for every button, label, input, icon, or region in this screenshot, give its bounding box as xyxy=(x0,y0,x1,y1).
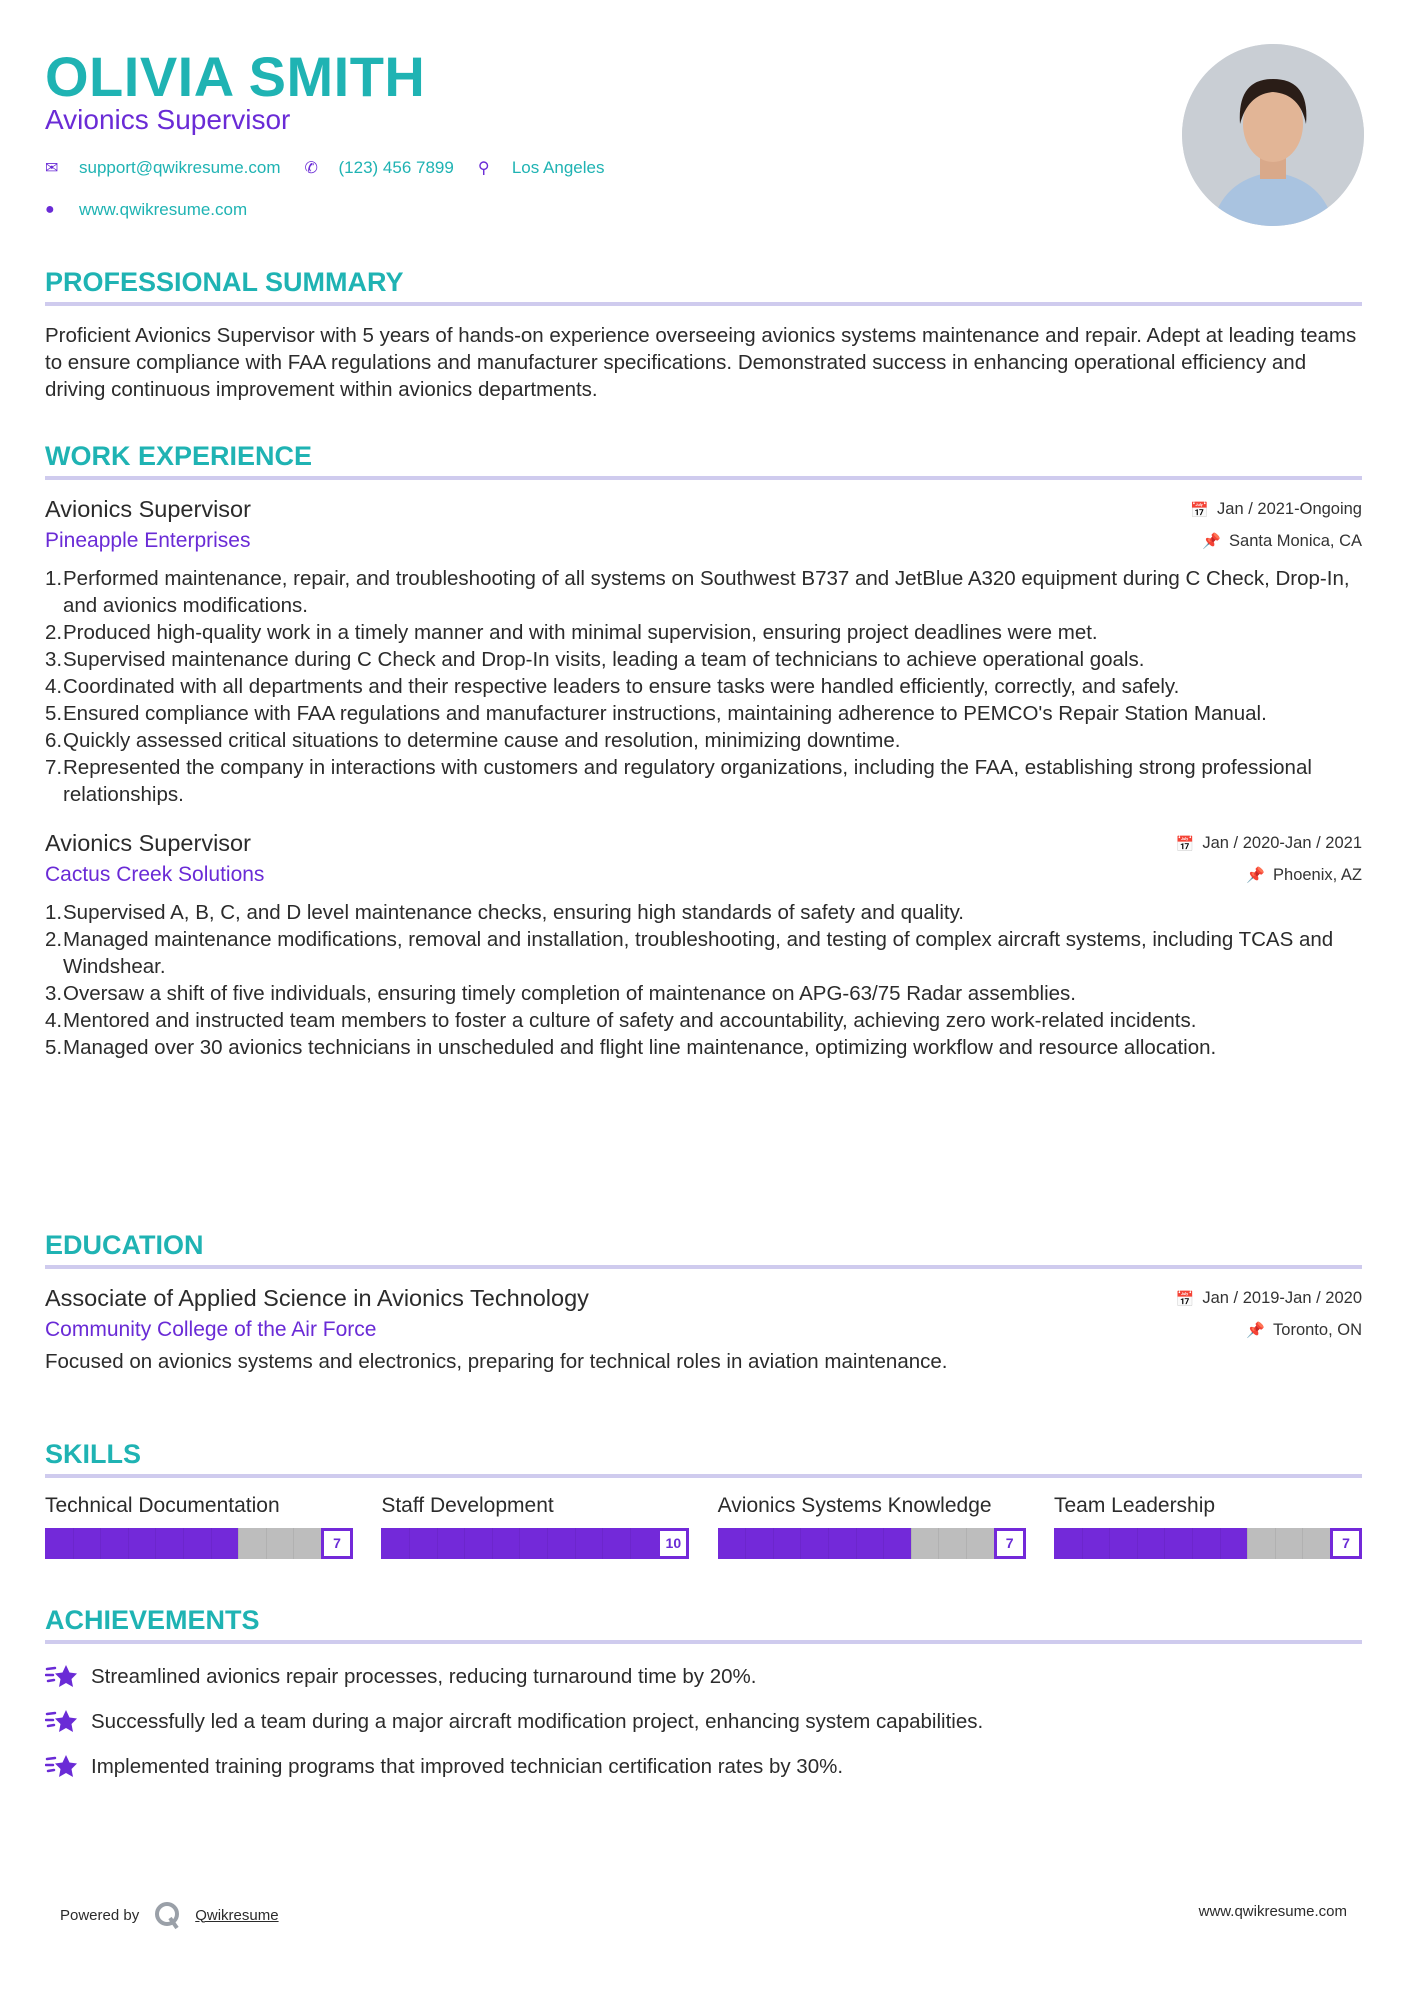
job-location: Phoenix, AZ xyxy=(1273,865,1362,884)
footer-website[interactable]: www.qwikresume.com xyxy=(1198,1903,1347,1920)
location-text: Los Angeles xyxy=(511,158,605,177)
list-item: 3. Supervised maintenance during C Check and Drop-In visits, leading a team of technicians to achieve operational goals. xyxy=(45,648,1145,671)
skill-item xyxy=(1054,1494,1362,1559)
list-item: 1. Performed maintenance, repair, and troubleshooting of all systems on Southwest B737 and JetBlue A320 equipment during C Check, Drop-In, and avionics modifications. xyxy=(45,567,1350,617)
skill-level-badge: 7 xyxy=(321,1528,353,1559)
achievement-item: Successfully led a team during a major aircraft modification project, enhancing system capabilities. xyxy=(45,1699,1362,1744)
list-item: 2. Managed maintenance modifications, removal and installation, troubleshooting, and testing of complex aircraft systems, including TCAS and Windshear. xyxy=(45,928,1334,978)
brand-link[interactable]: Qwikresume xyxy=(195,1906,279,1924)
calendar-icon: 📅 xyxy=(1175,1290,1195,1308)
company: Pineapple Enterprises xyxy=(45,529,251,552)
skill-level-badge: 10 xyxy=(657,1528,689,1559)
skill-item xyxy=(45,1494,353,1559)
pushpin-icon: 📌 xyxy=(1246,867,1266,884)
phone-text: (123) 456 7899 xyxy=(338,158,454,177)
school: Community College of the Air Force xyxy=(45,1318,377,1341)
skill-name: Staff Development xyxy=(381,1494,554,1517)
summary-section xyxy=(45,262,1362,403)
website-row xyxy=(45,200,271,220)
skill-level-badge: 7 xyxy=(1330,1528,1362,1559)
envelope-icon: ✉ xyxy=(45,160,59,177)
skill-name: Team Leadership xyxy=(1053,1494,1216,1517)
achievement-item: Streamlined avionics repair processes, reducing turnaround time by 20%. xyxy=(45,1654,1362,1699)
list-item: 5. Ensured compliance with FAA regulations and manufacturer instructions, maintaining adherence to PEMCO's Repair Station Manual. xyxy=(45,702,1267,725)
experience-section xyxy=(45,436,1362,1061)
globe-icon: ● xyxy=(45,201,55,218)
footer-powered xyxy=(60,1900,279,1930)
profile-photo xyxy=(1182,44,1364,226)
job-entry xyxy=(45,830,1362,1061)
list-item: 7. Represented the company in interactions with customers and regulatory organizations, including the FAA, establishing strong professional relationships. xyxy=(45,756,1312,806)
skill-level-badge: 7 xyxy=(994,1528,1026,1559)
phone-icon: ✆ xyxy=(304,160,318,177)
pushpin-icon: 📌 xyxy=(1202,533,1222,550)
achievements-section xyxy=(45,1600,1362,1789)
section-heading: EDUCATION xyxy=(45,1230,204,1260)
company: Cactus Creek Solutions xyxy=(45,863,265,886)
email-link[interactable]: support@qwikresume.com xyxy=(79,158,281,177)
list-item: 4. Coordinated with all departments and their respective leaders to ensure tasks were handled efficiently, correctly, and safely. xyxy=(45,675,1180,698)
pushpin-icon: 📌 xyxy=(1246,1322,1266,1339)
divider xyxy=(45,1265,1362,1269)
list-item: 3. Oversaw a shift of five individuals, ensuring timely completion of maintenance on APG-63/75 Radar assemblies. xyxy=(45,982,1076,1005)
skill-bar xyxy=(381,1528,689,1559)
edu-location: Toronto, ON xyxy=(1273,1320,1362,1339)
candidate-name: OLIVIA SMITH xyxy=(45,45,426,108)
section-heading: PROFESSIONAL SUMMARY xyxy=(45,267,404,297)
job-entry xyxy=(45,496,1362,808)
skill-item xyxy=(718,1494,1026,1559)
calendar-icon: 📅 xyxy=(1190,501,1210,519)
star-icon xyxy=(45,1663,79,1691)
divider xyxy=(45,302,1362,306)
degree: Associate of Applied Science in Avionics Technology xyxy=(45,1285,589,1311)
star-icon xyxy=(45,1708,79,1736)
map-pin-icon: ⚲ xyxy=(477,160,490,177)
job-title: Avionics Supervisor xyxy=(45,496,251,522)
qwikresume-logo-icon xyxy=(153,1900,183,1930)
section-heading: ACHIEVEMENTS xyxy=(45,1605,260,1635)
candidate-title: Avionics Supervisor xyxy=(45,104,291,135)
list-item: 2. Produced high-quality work in a timely manner and with minimal supervision, ensuring project deadlines were met. xyxy=(45,621,1098,644)
job-location: Santa Monica, CA xyxy=(1229,531,1362,550)
achievement-item: Implemented training programs that improved technician certification rates by 30%. xyxy=(45,1744,1362,1789)
job-title: Avionics Supervisor xyxy=(45,830,251,856)
section-heading: WORK EXPERIENCE xyxy=(45,441,313,471)
list-item: 5. Managed over 30 avionics technicians in unscheduled and flight line maintenance, optimizing workflow and resource allocation. xyxy=(45,1036,1217,1059)
edu-date: Jan / 2019-Jan / 2020 xyxy=(1202,1289,1362,1307)
job-date: Jan / 2020-Jan / 2021 xyxy=(1202,834,1362,852)
star-icon xyxy=(45,1753,79,1781)
website-link[interactable]: www.qwikresume.com xyxy=(79,200,248,219)
powered-by-text: Powered by xyxy=(60,1906,140,1924)
skill-name: Avionics Systems Knowledge xyxy=(717,1494,992,1517)
skill-item xyxy=(381,1494,689,1559)
list-item: 1. Supervised A, B, C, and D level maintenance checks, ensuring high standards of safety and quality. xyxy=(45,901,964,924)
job-date: Jan / 2021-Ongoing xyxy=(1217,500,1362,518)
skill-bar xyxy=(45,1528,353,1559)
summary-text: Proficient Avionics Supervisor with 5 years of hands-on experience overseeing avionics systems maintenance and repair. Adept at leading teams to ensure compliance with FAA regulations and manufacturer specifications. Demonstrated success in enhancing operational efficiency and driving continuous improvement within avionics departments. xyxy=(45,324,1357,401)
section-heading: SKILLS xyxy=(45,1439,142,1469)
divider xyxy=(45,1474,1362,1478)
education-section xyxy=(45,1225,1362,1375)
divider xyxy=(45,1640,1362,1644)
list-item: 6. Quickly assessed critical situations to determine cause and resolution, minimizing downtime. xyxy=(45,729,901,752)
edu-description: Focused on avionics systems and electronics, preparing for technical roles in aviation maintenance. xyxy=(45,1350,948,1373)
contact-row xyxy=(45,158,628,178)
skills-section xyxy=(45,1434,1362,1559)
divider xyxy=(45,476,1362,480)
skill-bar xyxy=(1054,1528,1362,1559)
skill-name: Technical Documentation xyxy=(45,1494,280,1517)
list-item: 4. Mentored and instructed team members to foster a culture of safety and accountability, achieving zero work-related incidents. xyxy=(45,1009,1197,1032)
calendar-icon: 📅 xyxy=(1175,835,1195,853)
skill-bar xyxy=(718,1528,1026,1559)
